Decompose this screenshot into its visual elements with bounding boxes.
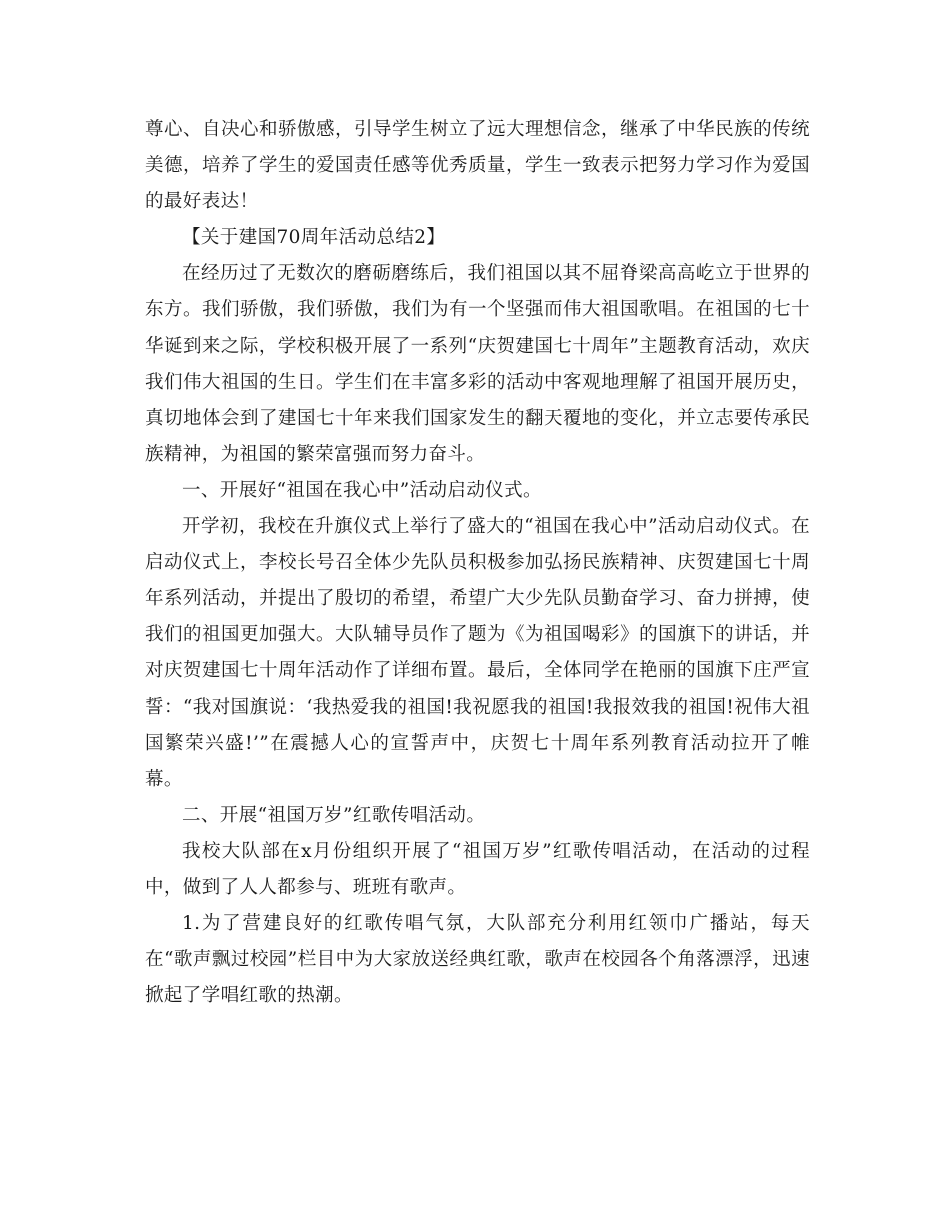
paragraph-red-songs: 我校大队部在x月份组织开展了“祖国万岁”红歌传唱活动，在活动的过程中，做到了人人都参与、班班有歌声。 <box>145 840 810 898</box>
section-title: 【关于建国70周年活动总结2】 <box>182 227 446 249</box>
document-body <box>145 112 810 1014</box>
subheading-one: 一、开展好“祖国在我心中”活动启动仪式。 <box>182 479 542 501</box>
paragraph-intro: 在经历过了无数次的磨砺磨练后，我们祖国以其不屈脊梁高高屹立于世界的东方。我们骄傲，我们骄傲，我们为有一个坚强而伟大祖国歌唱。在祖国的七十华诞到来之际，学校积极开展了一系列“庆贺建国七十周年”主题教育活动，欢庆我们伟大祖国的生日。学生们在丰富多彩的活动中客观地理解了祖国开展历史，真切地体会到了建国七十年来我们国家发生的翻天覆地的变化，并立志要传承民族精神，为祖国的繁荣富强而努力奋斗。 <box>145 263 810 465</box>
paragraph-continuation: 尊心、自决心和骄傲感，引导学生树立了远大理想信念，继承了中华民族的传统美德，培养了学生的爱国责任感等优秀质量，学生一致表示把努力学习作为爱国的最好表达！ <box>145 119 810 213</box>
paragraph-list-item-1: 1.为了营建良好的红歌传唱气氛，大队部充分利用红领巾广播站，每天在“歌声飘过校园”栏目中为大家放送经典红歌，歌声在校园各个角落漂浮，迅速掀起了学唱红歌的热潮。 <box>145 913 810 1007</box>
paragraph-ceremony: 开学初，我校在升旗仪式上举行了盛大的“祖国在我心中”活动启动仪式。在启动仪式上，李校长号召全体少先队员积极参加弘扬民族精神、庆贺建国七十周年系列活动，并提出了殷切的希望，希望广大少先队员勤奋学习、奋力拼搏，使我们的祖国更加强大。大队辅导员作了题为《为祖国喝彩》的国旗下的讲话，并对庆贺建国七十周年活动作了详细布置。最后，全体同学在艳丽的国旗下庄严宣誓：“我对国旗说：‘我热爱我的祖国!我祝愿我的祖国!我报效我的祖国!祝伟大祖国繁荣兴盛!’”在震撼人心的宣誓声中，庆贺七十周年系列教育活动拉开了帷幕。 <box>145 516 810 790</box>
subheading-two: 二、开展“祖国万岁”红歌传唱活动。 <box>182 804 486 826</box>
